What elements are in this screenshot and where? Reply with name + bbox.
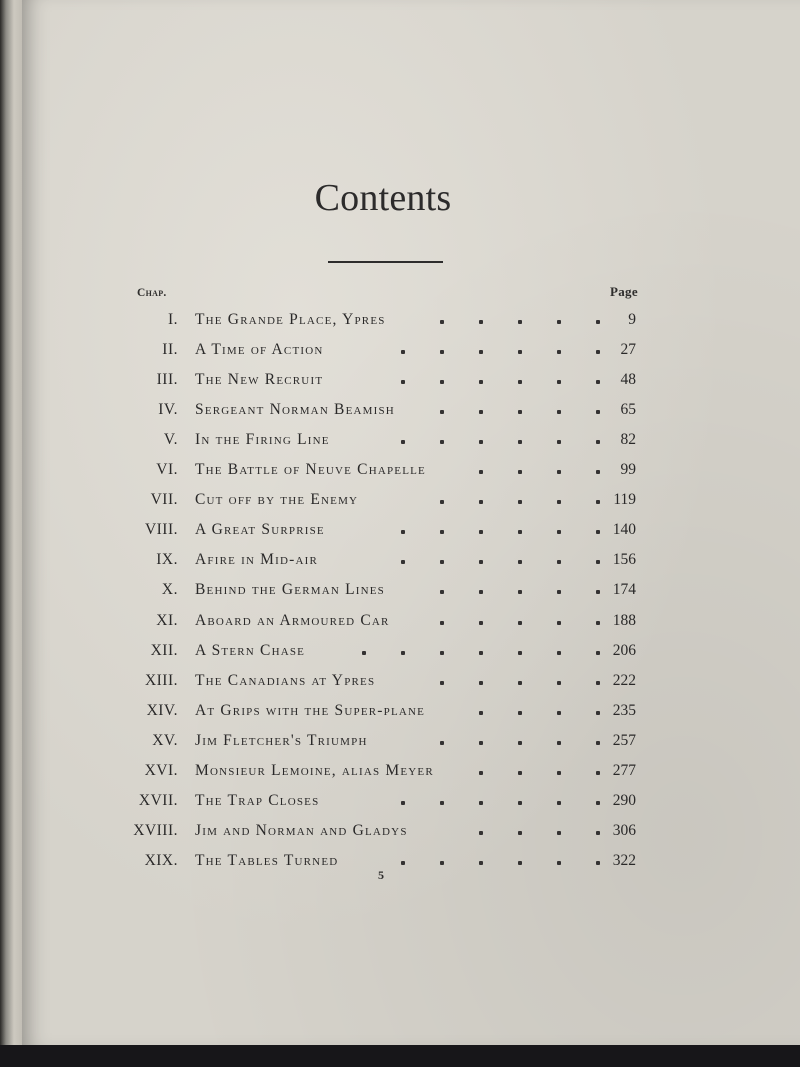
leader-dot [518,440,522,444]
leader-dot [518,771,522,775]
leader-dot [596,440,600,444]
leader-dot [557,410,561,414]
leader-dot [557,530,561,534]
toc-row [0,431,700,453]
chapter-page: 277 [612,761,636,779]
toc-row [0,371,700,393]
chapter-page: 140 [612,521,636,539]
chapter-page: 27 [620,341,636,359]
leader-dot [518,470,522,474]
chapter-page: 322 [612,851,636,869]
chapter-number: XV. [152,731,178,749]
leader-dot [479,651,483,655]
leader-dot [596,500,600,504]
chapter-page: 9 [628,311,636,328]
leader-dot [518,320,522,324]
leader-dot [518,681,522,685]
chapter-title: A Stern Chase [195,641,306,659]
leader-dot [557,861,561,865]
chapter-number: XIV. [146,701,178,719]
leader-dot [596,771,600,775]
chapter-number: XVI. [144,761,178,779]
leader-dot [401,801,405,805]
chapter-page: 119 [613,491,636,509]
leader-dot [557,500,561,504]
chapter-title: Aboard an Armoured Car [195,611,390,629]
leader-dot [440,861,444,865]
chapter-number: IX. [156,551,178,569]
title-divider [328,261,443,263]
leader-dot [479,741,483,745]
leader-dot [401,560,405,564]
toc-row [0,852,700,874]
page-title: Contents [314,177,452,219]
leader-dot [479,500,483,504]
chapter-number: XII. [150,641,178,659]
leader-dot [557,831,561,835]
leader-dot [557,711,561,715]
chapter-title: Jim Fletcher's Triumph [195,731,368,749]
leader-dot [518,560,522,564]
leader-dot [518,380,522,384]
chapter-title: Afire in Mid-air [195,551,319,569]
chapter-page: 222 [612,671,636,689]
leader-dot [401,651,405,655]
chapter-number: XVIII. [133,821,178,839]
chapter-title: A Time of Action [195,341,324,359]
leader-dot [401,440,405,444]
leader-dot [596,711,600,715]
leader-dot [596,380,600,384]
leader-dot [440,681,444,685]
chapter-title: The Grande Place, Ypres [195,311,386,328]
leader-dot [596,681,600,685]
leader-dot [596,350,600,354]
leader-dot [440,651,444,655]
leader-dot [401,350,405,354]
chapter-page: 235 [612,701,636,719]
leader-dot [518,831,522,835]
chapter-title: The Battle of Neuve Chapelle [195,461,426,479]
chapter-number: VII. [150,491,178,509]
leader-dot [479,440,483,444]
chapter-page: 156 [612,551,636,569]
leader-dot [596,590,600,594]
leader-dot [557,771,561,775]
chapter-title: The Canadians at Ypres [195,671,376,689]
toc-row [0,311,700,333]
leader-dot [596,621,600,625]
leader-dot [596,651,600,655]
chapter-number: VIII. [144,521,178,539]
toc-row [0,792,700,814]
chapter-page: 290 [612,791,636,809]
leader-dot [479,861,483,865]
leader-dot [440,621,444,625]
leader-dot [596,560,600,564]
chapter-page: 48 [620,371,636,389]
chapter-title: Monsieur Lemoine, alias Meyer [195,761,434,779]
leader-dot [518,741,522,745]
leader-dot [518,711,522,715]
leader-dot [596,530,600,534]
chapter-title: In the Firing Line [195,431,330,449]
leader-dot [557,681,561,685]
leader-dot [518,350,522,354]
toc-row [0,822,700,844]
toc-row [0,581,700,603]
leader-dot [557,621,561,625]
chap-column-header: Chap. [137,287,167,299]
leader-dot [518,621,522,625]
leader-dot [440,590,444,594]
leader-dot [479,530,483,534]
leader-dot [596,470,600,474]
chapter-number: IV. [158,401,178,419]
leader-dot [557,741,561,745]
chapter-number: VI. [156,461,178,479]
leader-dot [479,681,483,685]
leader-dot [440,530,444,534]
leader-dot [518,861,522,865]
leader-dot [479,560,483,564]
leader-dot [440,440,444,444]
leader-dot [440,801,444,805]
leader-dot [479,470,483,474]
toc-row [0,461,700,483]
toc-row [0,551,700,573]
chapter-page: 99 [620,461,636,479]
chapter-title: The Tables Turned [195,851,339,869]
toc-row [0,672,700,694]
leader-dot [596,861,600,865]
leader-dot [518,590,522,594]
toc-row [0,732,700,754]
leader-dot [479,831,483,835]
leader-dot [557,320,561,324]
leader-dot [479,410,483,414]
toc-row [0,491,700,513]
leader-dot [362,651,366,655]
chapter-title: A Great Surprise [195,521,325,539]
chapter-title: Jim and Norman and Gladys [195,821,408,839]
chapter-page: 206 [612,641,636,659]
leader-dot [557,350,561,354]
leader-dot [440,350,444,354]
leader-dot [557,470,561,474]
chapter-number: XVII. [138,791,178,809]
leader-dot [440,741,444,745]
leader-dot [440,380,444,384]
leader-dot [518,500,522,504]
leader-dot [440,560,444,564]
chapter-page: 188 [612,611,636,629]
chapter-title: Behind the German Lines [195,581,385,599]
leader-dot [596,801,600,805]
chapter-title: Cut off by the Enemy [195,491,359,509]
leader-dot [518,410,522,414]
background-shadow [0,1045,800,1067]
toc-row [0,521,700,543]
leader-dot [596,320,600,324]
leader-dot [479,621,483,625]
leader-dot [557,801,561,805]
leader-dot [401,861,405,865]
leader-dot [518,651,522,655]
chapter-number: II. [162,341,178,359]
chapter-title: The Trap Closes [195,791,320,809]
page-number: 5 [378,868,384,882]
chapter-number: XIX. [144,851,178,869]
leader-dot [479,350,483,354]
chapter-number: XI. [156,611,178,629]
leader-dot [596,410,600,414]
chapter-number: I. [167,311,178,328]
leader-dot [440,410,444,414]
chapter-number: XIII. [144,671,178,689]
leader-dot [557,380,561,384]
toc-row [0,702,700,724]
leader-dot [440,320,444,324]
leader-dot [401,530,405,534]
chapter-number: V. [163,431,178,449]
leader-dot [557,590,561,594]
chapter-title: At Grips with the Super-plane [195,701,426,719]
leader-dot [440,500,444,504]
leader-dot [479,590,483,594]
leader-dot [479,801,483,805]
toc-row [0,642,700,664]
leader-dot [557,560,561,564]
page-column-header: Page [610,284,638,299]
chapter-title: The New Recruit [195,371,324,389]
chapter-number: III. [156,371,178,389]
chapter-title: Sergeant Norman Beamish [195,401,395,419]
leader-dot [557,440,561,444]
leader-dot [596,741,600,745]
toc-row [0,762,700,784]
chapter-page: 306 [612,821,636,839]
leader-dot [479,380,483,384]
toc-row [0,612,700,634]
leader-dot [479,320,483,324]
toc-row [0,341,700,363]
leader-dot [518,530,522,534]
toc-row [0,401,700,423]
chapter-page: 65 [620,401,636,419]
chapter-page: 82 [620,431,636,449]
leader-dot [557,651,561,655]
chapter-page: 174 [612,581,636,599]
leader-dot [518,801,522,805]
leader-dot [479,711,483,715]
leader-dot [596,831,600,835]
chapter-number: X. [161,581,178,599]
chapter-page: 257 [612,731,636,749]
leader-dot [479,771,483,775]
leader-dot [401,380,405,384]
